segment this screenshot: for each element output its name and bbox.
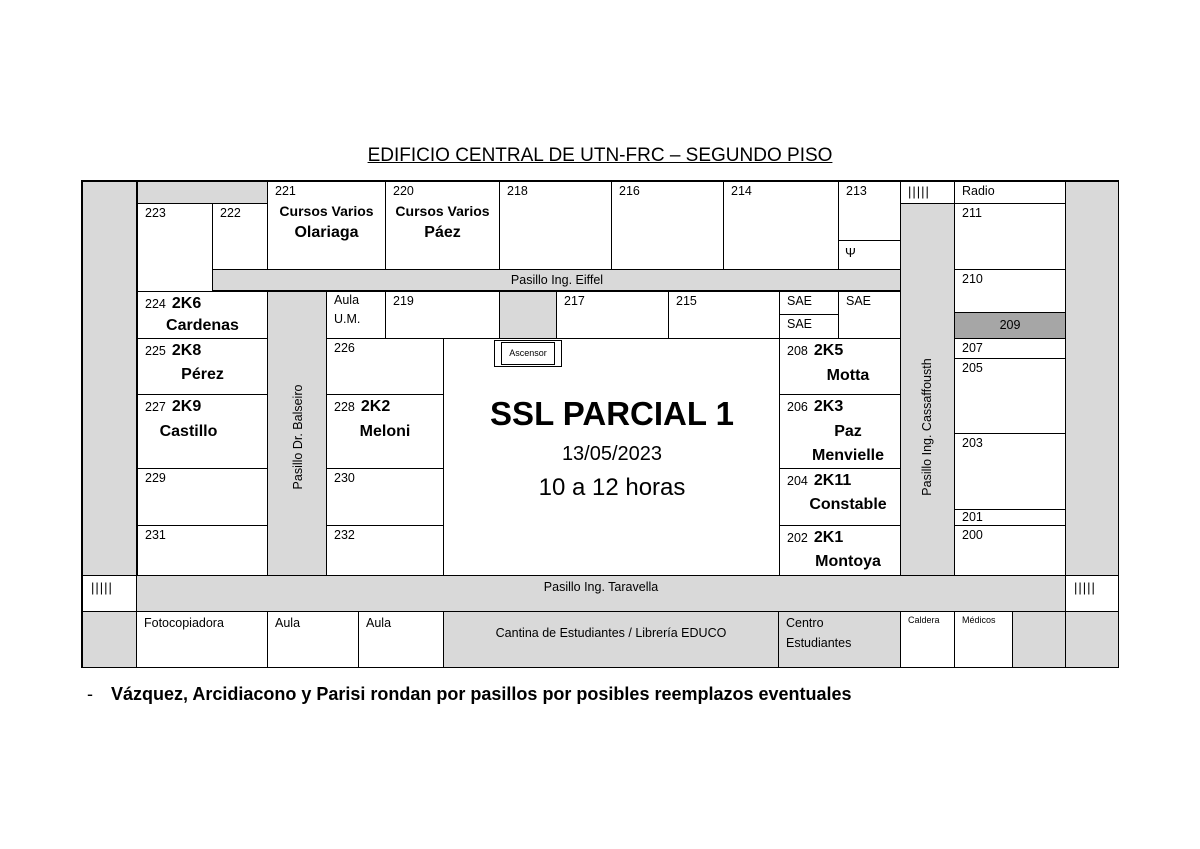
corridor-balseiro: Pasillo Dr. Balseiro [267, 291, 327, 576]
page-title: EDIFICIO CENTRAL DE UTN-FRC – SEGUNDO PISO [367, 145, 833, 166]
room-centro-estudiantes: Centro Estudiantes [778, 611, 901, 668]
room-214: 214 [723, 181, 839, 270]
shaft [499, 291, 557, 339]
room-220-teacher: Páez [424, 224, 461, 241]
room-225-teacher: Pérez [181, 366, 224, 383]
room-223: 223 [137, 203, 213, 292]
room-cantina: Cantina de Estudiantes / Librería EDUCO [443, 611, 779, 668]
corridor-taravella: Pasillo Ing. Taravella [136, 575, 1066, 612]
room-219: 219 [385, 291, 500, 339]
room-201: 201 [954, 509, 1066, 526]
room-200: 200 [954, 525, 1066, 576]
room-204-teacher: Constable [809, 496, 887, 513]
stairs-bottom-right: ||||| [1065, 575, 1119, 612]
room-202-code: 2K1 [813, 529, 844, 546]
room-217: 217 [556, 291, 669, 339]
room-225: 225 2K8 Pérez [137, 338, 268, 395]
room-208-teacher: Motta [826, 367, 870, 384]
room-213-annex [839, 240, 901, 270]
room-224-code: 2K6 [171, 295, 202, 312]
room-226: 226 [326, 338, 444, 395]
room-224-teacher: Cardenas [166, 317, 239, 334]
room-206: 206 2K3 Paz Menvielle [779, 394, 901, 469]
room-radio: Radio [954, 181, 1066, 204]
room-205: 205 [954, 358, 1066, 434]
room-204: 204 2K11 Constable [779, 468, 901, 526]
stairs-bottom-left: ||||| [82, 575, 137, 612]
elevator [494, 340, 562, 367]
room-228: 228 2K2 Meloni [326, 394, 444, 469]
right-gray-column [1065, 181, 1119, 576]
exam-title: SSL PARCIAL 1 [490, 395, 734, 432]
room-216: 216 [611, 181, 724, 270]
room-208: 208 2K5 Motta [779, 338, 901, 395]
room-medicos: Médicos [954, 611, 1013, 668]
room-232: 232 [326, 525, 444, 576]
room-222: 222 [212, 203, 268, 270]
stairs-top: ||||| [900, 181, 955, 204]
room-231: 231 [137, 525, 268, 576]
top-left-gray-strip [137, 181, 268, 204]
room-aula-1: Aula [267, 611, 359, 668]
room-228-code: 2K2 [360, 398, 391, 415]
room-215: 215 [668, 291, 780, 339]
room-211: 211 [954, 203, 1066, 270]
psi-icon: Ψ [845, 245, 856, 260]
room-225-code: 2K8 [171, 342, 202, 359]
room-aula-2: Aula [358, 611, 444, 668]
room-202-teacher: Montoya [815, 553, 881, 570]
room-221: 221 Cursos Varios Olariaga [267, 181, 386, 270]
room-sae-2: SAE [779, 314, 839, 339]
room-220: 220 Cursos Varios Páez [385, 181, 500, 270]
room-206-code: 2K3 [813, 398, 844, 415]
room-caldera: Caldera [900, 611, 955, 668]
exam-time: 10 a 12 horas [538, 474, 686, 501]
left-gray-column [82, 181, 137, 576]
room-218: 218 [499, 181, 612, 270]
room-227-teacher: Castillo [159, 423, 218, 440]
room-sae-1: SAE [779, 291, 839, 315]
room-210: 210 [954, 269, 1066, 313]
corridor-eiffel: Pasillo Ing. Eiffel [212, 269, 902, 291]
floor-plan [81, 180, 1119, 668]
room-207: 207 [954, 338, 1066, 359]
room-aula-um: Aula U.M. [326, 291, 386, 339]
room-203: 203 [954, 433, 1066, 510]
bottom-left-gray [82, 611, 137, 668]
note: - Vázquez, Arcidiacono y Parisi rondan por pasillos por posibles reemplazos eventuales [87, 684, 852, 704]
room-220-line1: Cursos Varios [395, 203, 490, 219]
elevator-label: Ascensor [509, 348, 547, 358]
room-227-code: 2K9 [171, 398, 202, 415]
room-202: 202 2K1 Montoya [779, 525, 901, 576]
room-224: 224 2K6 Cardenas [137, 291, 268, 339]
room-230: 230 [326, 468, 444, 526]
room-206-teacher-2: Menvielle [811, 447, 885, 464]
corridor-cassaffousth: Pasillo Ing. Cassaffousth [900, 203, 955, 576]
room-209: 209 [954, 312, 1066, 339]
room-fotocopiadora: Fotocopiadora [136, 611, 268, 668]
room-208-code: 2K5 [813, 342, 844, 359]
room-221-teacher: Olariaga [294, 224, 359, 241]
room-sae-3: SAE [838, 291, 901, 339]
exam-info-area [443, 338, 781, 576]
bottom-right-gray-1 [1012, 611, 1066, 668]
room-206-teacher-1: Paz [834, 423, 862, 440]
room-213: 213 Ψ [838, 181, 901, 270]
exam-date: 13/05/2023 [561, 443, 663, 465]
room-227: 227 2K9 Castillo [137, 394, 268, 469]
room-221-line1: Cursos Varios [279, 203, 374, 219]
room-228-teacher: Meloni [359, 423, 411, 440]
room-229: 229 [137, 468, 268, 526]
room-204-code: 2K11 [813, 472, 852, 489]
bottom-right-gray-2 [1065, 611, 1119, 668]
note-text: Vázquez, Arcidiacono y Parisi rondan por pasillos por posibles reemplazos eventuales [111, 684, 852, 704]
